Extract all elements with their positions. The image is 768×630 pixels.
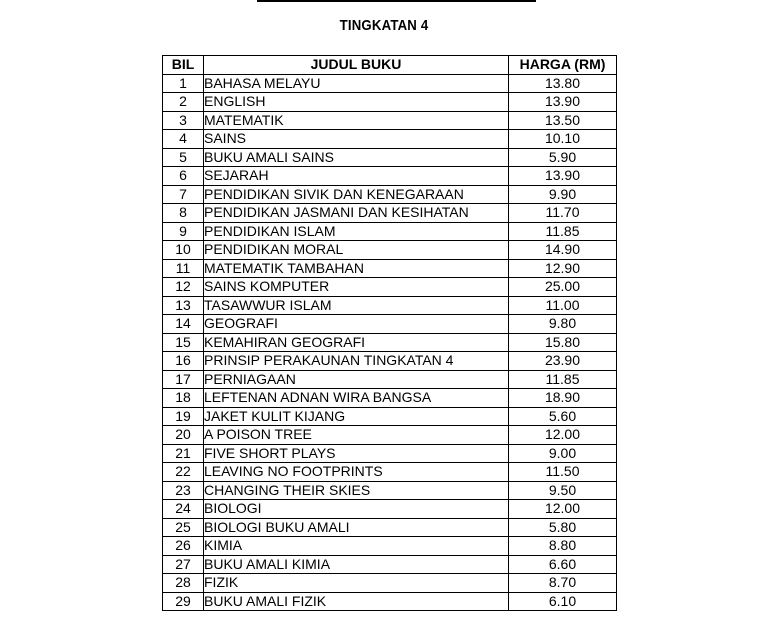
cell-judul-buku: BUKU AMALI KIMIA bbox=[204, 555, 509, 574]
cell-harga: 12.90 bbox=[509, 259, 617, 278]
cell-harga: 13.90 bbox=[509, 93, 617, 112]
table-row bbox=[163, 333, 617, 352]
page-title: TINGKATAN 4 bbox=[339, 17, 429, 34]
cell-bil: 7 bbox=[163, 185, 204, 204]
cell-bil: 23 bbox=[163, 481, 204, 500]
cell-judul-buku: ENGLISH bbox=[204, 93, 509, 112]
cell-judul-buku: SAINS bbox=[204, 130, 509, 149]
table-row bbox=[163, 185, 617, 204]
cell-harga: 9.50 bbox=[509, 481, 617, 500]
table-row bbox=[163, 167, 617, 186]
cell-judul-buku: KIMIA bbox=[204, 537, 509, 556]
top-divider bbox=[257, 0, 536, 2]
cell-judul-buku: BIOLOGI bbox=[204, 500, 509, 519]
table-row bbox=[163, 259, 617, 278]
cell-harga: 8.80 bbox=[509, 537, 617, 556]
table-row bbox=[163, 444, 617, 463]
cell-harga: 5.80 bbox=[509, 518, 617, 537]
cell-bil: 27 bbox=[163, 555, 204, 574]
cell-harga: 6.10 bbox=[509, 592, 617, 611]
cell-judul-buku: MATEMATIK bbox=[204, 111, 509, 130]
cell-judul-buku: BUKU AMALI FIZIK bbox=[204, 592, 509, 611]
table-header-row bbox=[163, 56, 617, 75]
cell-judul-buku: JAKET KULIT KIJANG bbox=[204, 407, 509, 426]
cell-bil: 19 bbox=[163, 407, 204, 426]
cell-harga: 5.60 bbox=[509, 407, 617, 426]
cell-judul-buku: BIOLOGI BUKU AMALI bbox=[204, 518, 509, 537]
table-row bbox=[163, 315, 617, 334]
cell-bil: 22 bbox=[163, 463, 204, 482]
table-row bbox=[163, 93, 617, 112]
cell-judul-buku: PENDIDIKAN MORAL bbox=[204, 241, 509, 260]
table-row bbox=[163, 555, 617, 574]
cell-bil: 28 bbox=[163, 574, 204, 593]
cell-judul-buku: BAHASA MELAYU bbox=[204, 74, 509, 93]
cell-bil: 13 bbox=[163, 296, 204, 315]
cell-bil: 11 bbox=[163, 259, 204, 278]
cell-harga: 5.90 bbox=[509, 148, 617, 167]
table-row bbox=[163, 407, 617, 426]
cell-judul-buku: GEOGRAFI bbox=[204, 315, 509, 334]
cell-bil: 24 bbox=[163, 500, 204, 519]
cell-harga: 13.90 bbox=[509, 167, 617, 186]
cell-harga: 10.10 bbox=[509, 130, 617, 149]
cell-judul-buku: LEFTENAN ADNAN WIRA BANGSA bbox=[204, 389, 509, 408]
cell-judul-buku: PENDIDIKAN JASMANI DAN KESIHATAN bbox=[204, 204, 509, 223]
cell-bil: 10 bbox=[163, 241, 204, 260]
cell-harga: 11.85 bbox=[509, 370, 617, 389]
cell-judul-buku: PENDIDIKAN SIVIK DAN KENEGARAAN bbox=[204, 185, 509, 204]
table-row bbox=[163, 204, 617, 223]
cell-harga: 9.80 bbox=[509, 315, 617, 334]
table-row bbox=[163, 500, 617, 519]
cell-harga: 14.90 bbox=[509, 241, 617, 260]
cell-bil: 14 bbox=[163, 315, 204, 334]
table-row bbox=[163, 278, 617, 297]
cell-harga: 9.00 bbox=[509, 444, 617, 463]
cell-bil: 12 bbox=[163, 278, 204, 297]
cell-harga: 12.00 bbox=[509, 426, 617, 445]
header-harga: HARGA (RM) bbox=[509, 56, 617, 75]
table-row bbox=[163, 574, 617, 593]
cell-bil: 6 bbox=[163, 167, 204, 186]
cell-harga: 11.00 bbox=[509, 296, 617, 315]
cell-bil: 26 bbox=[163, 537, 204, 556]
table-row bbox=[163, 389, 617, 408]
table-row bbox=[163, 426, 617, 445]
cell-harga: 15.80 bbox=[509, 333, 617, 352]
cell-harga: 18.90 bbox=[509, 389, 617, 408]
cell-judul-buku: SEJARAH bbox=[204, 167, 509, 186]
cell-harga: 13.80 bbox=[509, 74, 617, 93]
cell-bil: 9 bbox=[163, 222, 204, 241]
cell-bil: 15 bbox=[163, 333, 204, 352]
cell-harga: 11.70 bbox=[509, 204, 617, 223]
cell-judul-buku: KEMAHIRAN GEOGRAFI bbox=[204, 333, 509, 352]
cell-harga: 6.60 bbox=[509, 555, 617, 574]
header-bil: BIL bbox=[163, 56, 204, 75]
cell-bil: 3 bbox=[163, 111, 204, 130]
table-row bbox=[163, 241, 617, 260]
cell-bil: 29 bbox=[163, 592, 204, 611]
cell-bil: 25 bbox=[163, 518, 204, 537]
cell-judul-buku: A POISON TREE bbox=[204, 426, 509, 445]
cell-judul-buku: LEAVING NO FOOTPRINTS bbox=[204, 463, 509, 482]
cell-harga: 11.50 bbox=[509, 463, 617, 482]
table-row bbox=[163, 222, 617, 241]
cell-bil: 5 bbox=[163, 148, 204, 167]
table-row bbox=[163, 592, 617, 611]
cell-judul-buku: SAINS KOMPUTER bbox=[204, 278, 509, 297]
cell-harga: 25.00 bbox=[509, 278, 617, 297]
cell-bil: 21 bbox=[163, 444, 204, 463]
cell-bil: 18 bbox=[163, 389, 204, 408]
cell-bil: 20 bbox=[163, 426, 204, 445]
cell-judul-buku: PERNIAGAAN bbox=[204, 370, 509, 389]
cell-judul-buku: BUKU AMALI SAINS bbox=[204, 148, 509, 167]
header-judul-buku: JUDUL BUKU bbox=[204, 56, 509, 75]
table-row bbox=[163, 370, 617, 389]
cell-judul-buku: PRINSIP PERAKAUNAN TINGKATAN 4 bbox=[204, 352, 509, 371]
book-price-table bbox=[162, 55, 617, 611]
cell-bil: 16 bbox=[163, 352, 204, 371]
cell-bil: 2 bbox=[163, 93, 204, 112]
cell-harga: 9.90 bbox=[509, 185, 617, 204]
cell-judul-buku: MATEMATIK TAMBAHAN bbox=[204, 259, 509, 278]
cell-harga: 12.00 bbox=[509, 500, 617, 519]
cell-bil: 4 bbox=[163, 130, 204, 149]
cell-judul-buku: TASAWWUR ISLAM bbox=[204, 296, 509, 315]
table-row bbox=[163, 481, 617, 500]
cell-judul-buku: PENDIDIKAN ISLAM bbox=[204, 222, 509, 241]
cell-bil: 17 bbox=[163, 370, 204, 389]
cell-judul-buku: FIVE SHORT PLAYS bbox=[204, 444, 509, 463]
table-row bbox=[163, 74, 617, 93]
cell-harga: 13.50 bbox=[509, 111, 617, 130]
table-body bbox=[163, 74, 617, 611]
cell-judul-buku: CHANGING THEIR SKIES bbox=[204, 481, 509, 500]
table-row bbox=[163, 130, 617, 149]
cell-bil: 8 bbox=[163, 204, 204, 223]
table-row bbox=[163, 537, 617, 556]
cell-bil: 1 bbox=[163, 74, 204, 93]
table-row bbox=[163, 463, 617, 482]
cell-harga: 23.90 bbox=[509, 352, 617, 371]
cell-harga: 8.70 bbox=[509, 574, 617, 593]
cell-harga: 11.85 bbox=[509, 222, 617, 241]
table-row bbox=[163, 111, 617, 130]
table-row bbox=[163, 352, 617, 371]
cell-judul-buku: FIZIK bbox=[204, 574, 509, 593]
table-row bbox=[163, 296, 617, 315]
table-row bbox=[163, 518, 617, 537]
table-row bbox=[163, 148, 617, 167]
